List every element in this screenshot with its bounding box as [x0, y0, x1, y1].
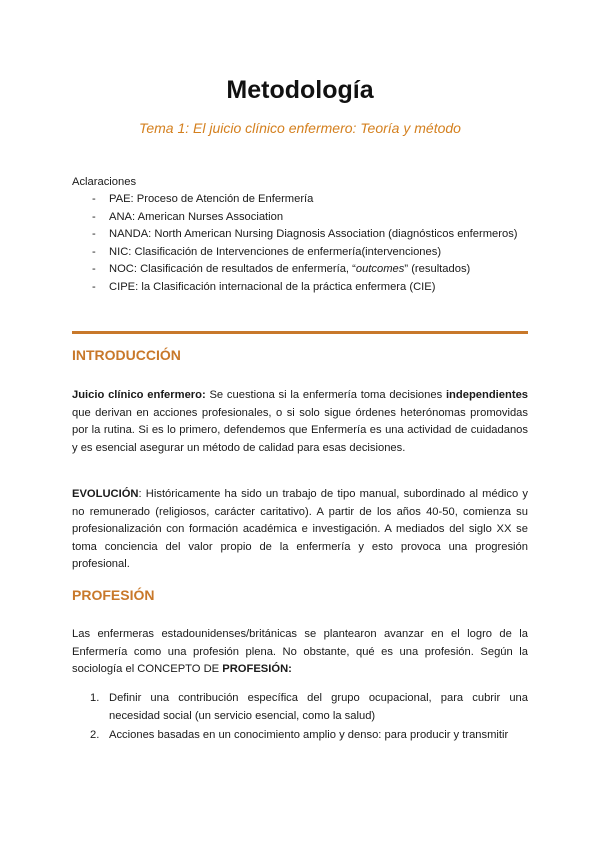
aclaracion-noc: NOC: Clasificación de resultados de enfermería, “outcomes” (resultados): [109, 263, 471, 275]
aclaraciones-title: Aclaraciones: [72, 176, 137, 188]
aclaracion-nanda: NANDA: North American Nursing Diagnosis Association (diagnósticos enfermeros): [109, 228, 518, 240]
paragraph-juicio-clinico: Juicio clínico enfermero: Se cuestiona si la enfermería toma decisiones independientes que derivan en acciones profesionales, o si solo sigue órdenes heterónomas promovidas por la rutina. Si es lo primero, defendemos que Enfermería es una actividad de cuidadanos y es esencial asegurar un método de calidad para esas decisiones.: [72, 389, 529, 454]
list-item: - NOC: Clasificación de resultados de enfermería, “outcomes” (resultados): [92, 263, 471, 275]
list-item: - NANDA: North American Nursing Diagnosis Association (diagnósticos enfermeros): [92, 228, 518, 240]
page-title: Metodología: [226, 76, 374, 104]
aclaraciones-list: [72, 191, 528, 296]
list-item: - NIC: Clasificación de Intervenciones de enfermería(intervenciones): [92, 245, 442, 258]
list-item: 2. Acciones basadas en un conocimiento amplio y denso: para producir y transmitir: [90, 729, 509, 741]
aclaracion-pae: PAE: Proceso de Atención de Enfermería: [109, 193, 314, 205]
aclaracion-ana: ANA: American Nurses Association: [109, 210, 284, 223]
paragraph-evolucion: EVOLUCIÓN: Históricamente ha sido un trabajo de tipo manual, subordinado al médico y no remunerado (religiosos, carácter caritativo). A partir de los años 40-50, comienza su profesionalización con formación académica e investigación. A mediados del siglo XX se toma conciencia del valor propio de la enfermería y esto provoca una progresión profesional.: [72, 488, 528, 570]
section-divider: [72, 331, 528, 334]
page-subtitle: Tema 1: El juicio clínico enfermero: Teoría y método: [139, 120, 461, 136]
aclaracion-nic: NIC: Clasificación de Intervenciones de enfermería(intervenciones): [109, 245, 442, 258]
list-item: 1. Definir una contribución específica del grupo ocupacional, para cubrir una necesidad social (un servicio esencial, como la salud): [90, 692, 528, 722]
heading-profesion: PROFESIÓN: [72, 587, 155, 603]
list-item: - PAE: Proceso de Atención de Enfermería: [92, 193, 314, 205]
profesion-list: [72, 690, 528, 747]
paragraph-profesion: Las enfermeras estadounidenses/británicas se plantearon avanzar en el logro de la Enfermería como una profesión plena. No obstante, qué es una profesión. Según la sociología el CONCEPTO DE PROFESIÓN:: [72, 628, 528, 675]
heading-introduccion: INTRODUCCIÓN: [72, 347, 181, 363]
aclaracion-cipe: CIPE: la Clasificación internacional de la práctica enfermera (CIE): [109, 280, 436, 293]
list-item: - ANA: American Nurses Association: [92, 210, 284, 223]
list-item: - CIPE: la Clasificación internacional de la práctica enfermera (CIE): [92, 280, 436, 293]
